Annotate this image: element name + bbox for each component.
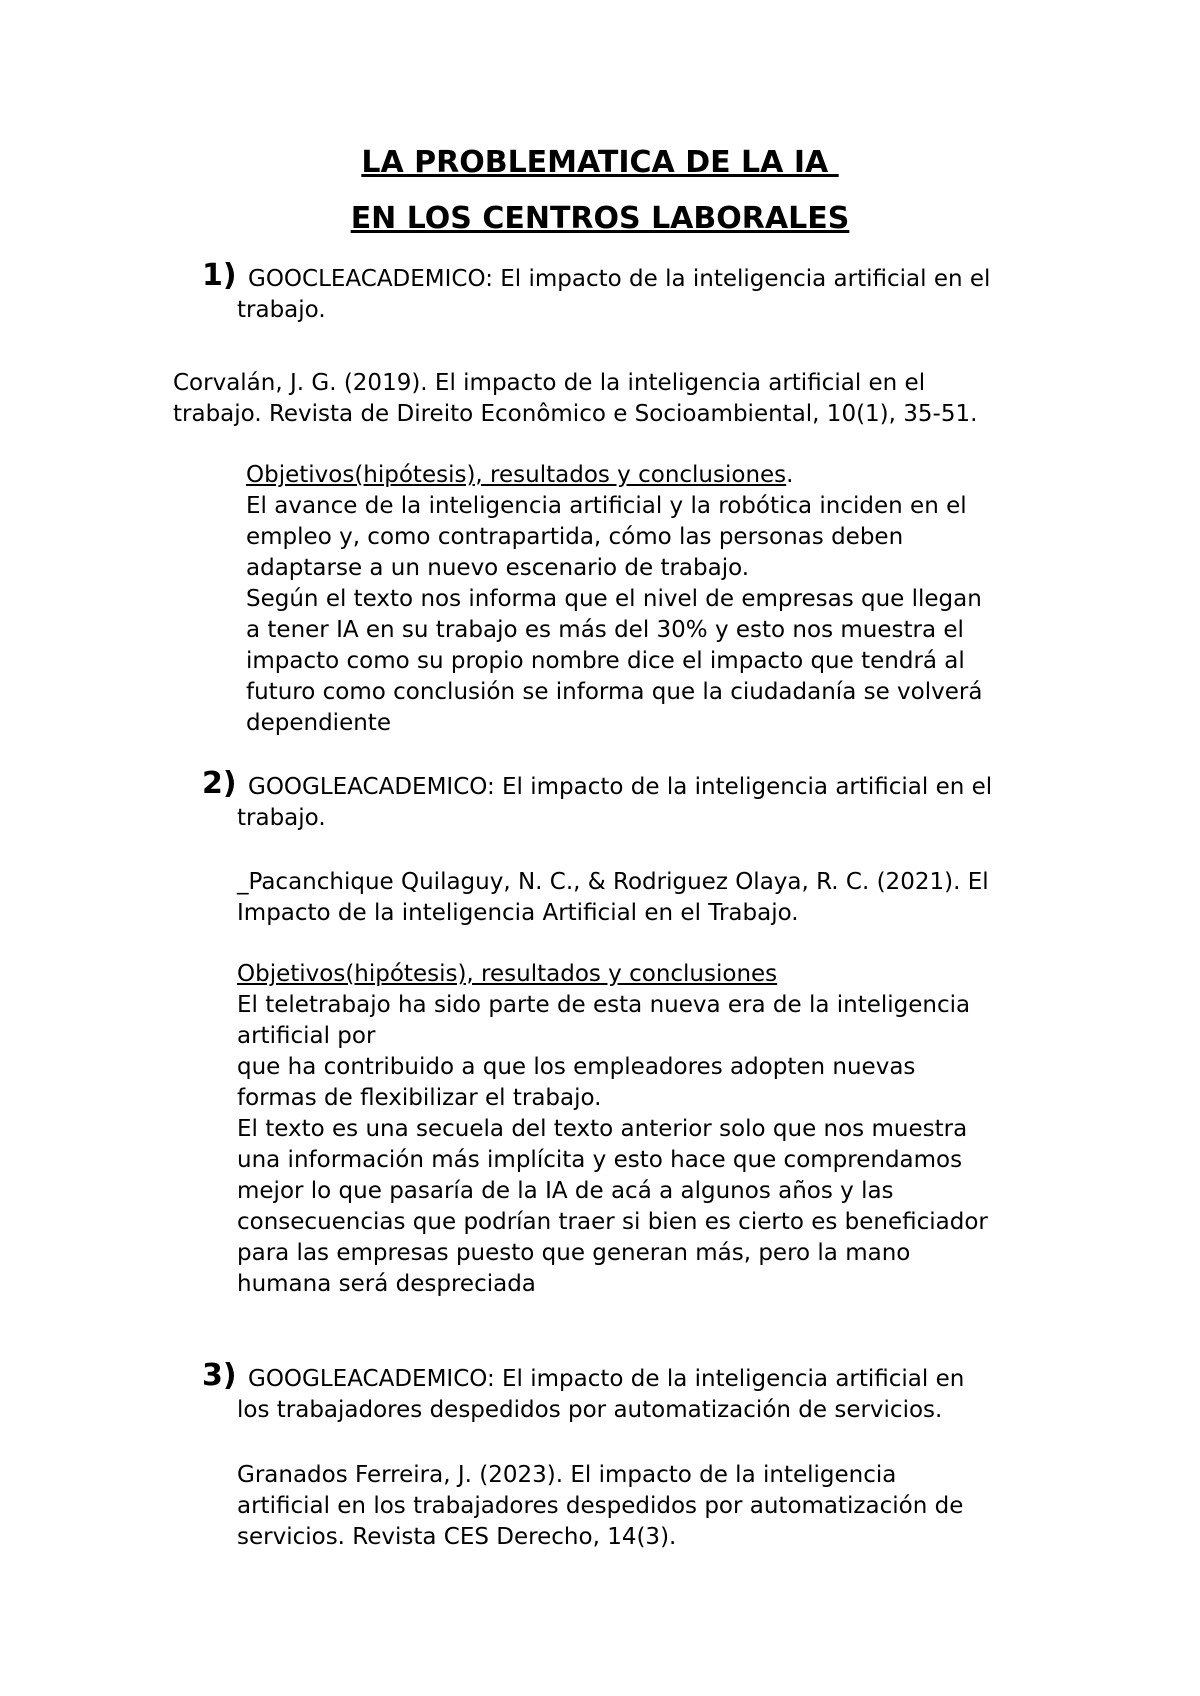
body-line: empleo y, como contrapartida, cómo las personas deben [246,524,904,550]
citation-line: artificial en los trabajadores despedidos por automatización de [237,1493,964,1519]
body-line: que ha contribuido a que los empleadores adopten nuevas [237,1054,916,1080]
section-2-citation [237,867,989,929]
citation-line: Impacto de la inteligencia Artificial en el Trabajo. [237,900,799,926]
document-title-line-1: LA PROBLEMATICA DE LA IA [361,145,839,180]
document-title-line-2: EN LOS CENTROS LABORALES [350,201,850,236]
objectives-suffix: . [786,462,794,488]
section-1-heading-line-1: GOOCLEACADEMICO: El impacto de la inteligencia artificial en el [248,266,991,292]
body-line: artificial por [237,1023,376,1049]
body-line: dependiente [246,710,391,736]
section-1-heading [202,258,1065,326]
body-line: formas de flexibilizar el trabajo. [237,1085,602,1111]
body-line: mejor lo que pasaría de la IA de acá a algunos años y las [237,1178,894,1204]
body-line: futuro como conclusión se informa que la ciudadanía se volverá [246,679,983,705]
body-line: impacto como su propio nombre dice el impacto que tendrá al [246,648,965,674]
section-2-heading [202,766,1065,834]
citation-line: Granados Ferreira, J. (2023). El impacto de la inteligencia [237,1462,897,1488]
body-line: Según el texto nos informa que el nivel de empresas que llegan [246,586,982,612]
section-1-analysis [246,460,982,739]
section-3-heading-line-1: GOOGLEACADEMICO: El impacto de la inteligencia artificial en [248,1366,965,1392]
body-line: consecuencias que podrían traer si bien es cierto es beneficiador [237,1209,988,1235]
citation-line: Corvalán, J. G. (2019). El impacto de la inteligencia artificial en el [173,370,926,396]
citation-line: _Pacanchique Quilaguy, N. C., & Rodriguez Olaya, R. C. (2021). El [237,869,989,895]
citation-line: trabajo. Revista de Direito Econômico e Socioambiental, 10(1), 35-51. [173,401,978,427]
body-line: a tener IA en su trabajo es más del 30% y esto nos muestra el [246,617,964,643]
section-3-number: 3) [202,1358,237,1393]
body-line: adaptarse a un nuevo escenario de trabajo. [246,555,750,581]
body-line: El avance de la inteligencia artificial y la robótica inciden en el [246,493,967,519]
citation-line: servicios. Revista CES Derecho, 14(3). [237,1524,677,1550]
section-1-heading-line-2: trabajo. [237,297,326,323]
section-1-citation [173,368,977,430]
body-line: El texto es una secuela del texto anterior solo que nos muestra [237,1116,968,1142]
section-3-citation [237,1460,963,1553]
section-2-heading-line-1: GOOGLEACADEMICO: El impacto de la inteligencia artificial en el [248,774,993,800]
objectives-label: Objetivos(hipótesis), resultados y conclusiones [237,961,778,987]
objectives-label: Objetivos(hipótesis), resultados y conclusiones [246,462,787,488]
section-2-analysis [237,959,988,1300]
body-line: una información más implícita y esto hace que comprendamos [237,1147,963,1173]
body-line: humana será despreciada [237,1271,536,1297]
objectives-heading [246,460,982,491]
section-3-heading-line-2: los trabajadores despedidos por automatización de servicios. [237,1397,943,1423]
section-1-number: 1) [202,258,237,293]
section-3-heading [202,1358,1065,1426]
body-line: El teletrabajo ha sido parte de esta nueva era de la inteligencia [237,992,971,1018]
section-2-number: 2) [202,766,237,801]
section-2-heading-line-2: trabajo. [237,805,326,831]
body-line: para las empresas puesto que generan más, pero la mano [237,1240,911,1266]
